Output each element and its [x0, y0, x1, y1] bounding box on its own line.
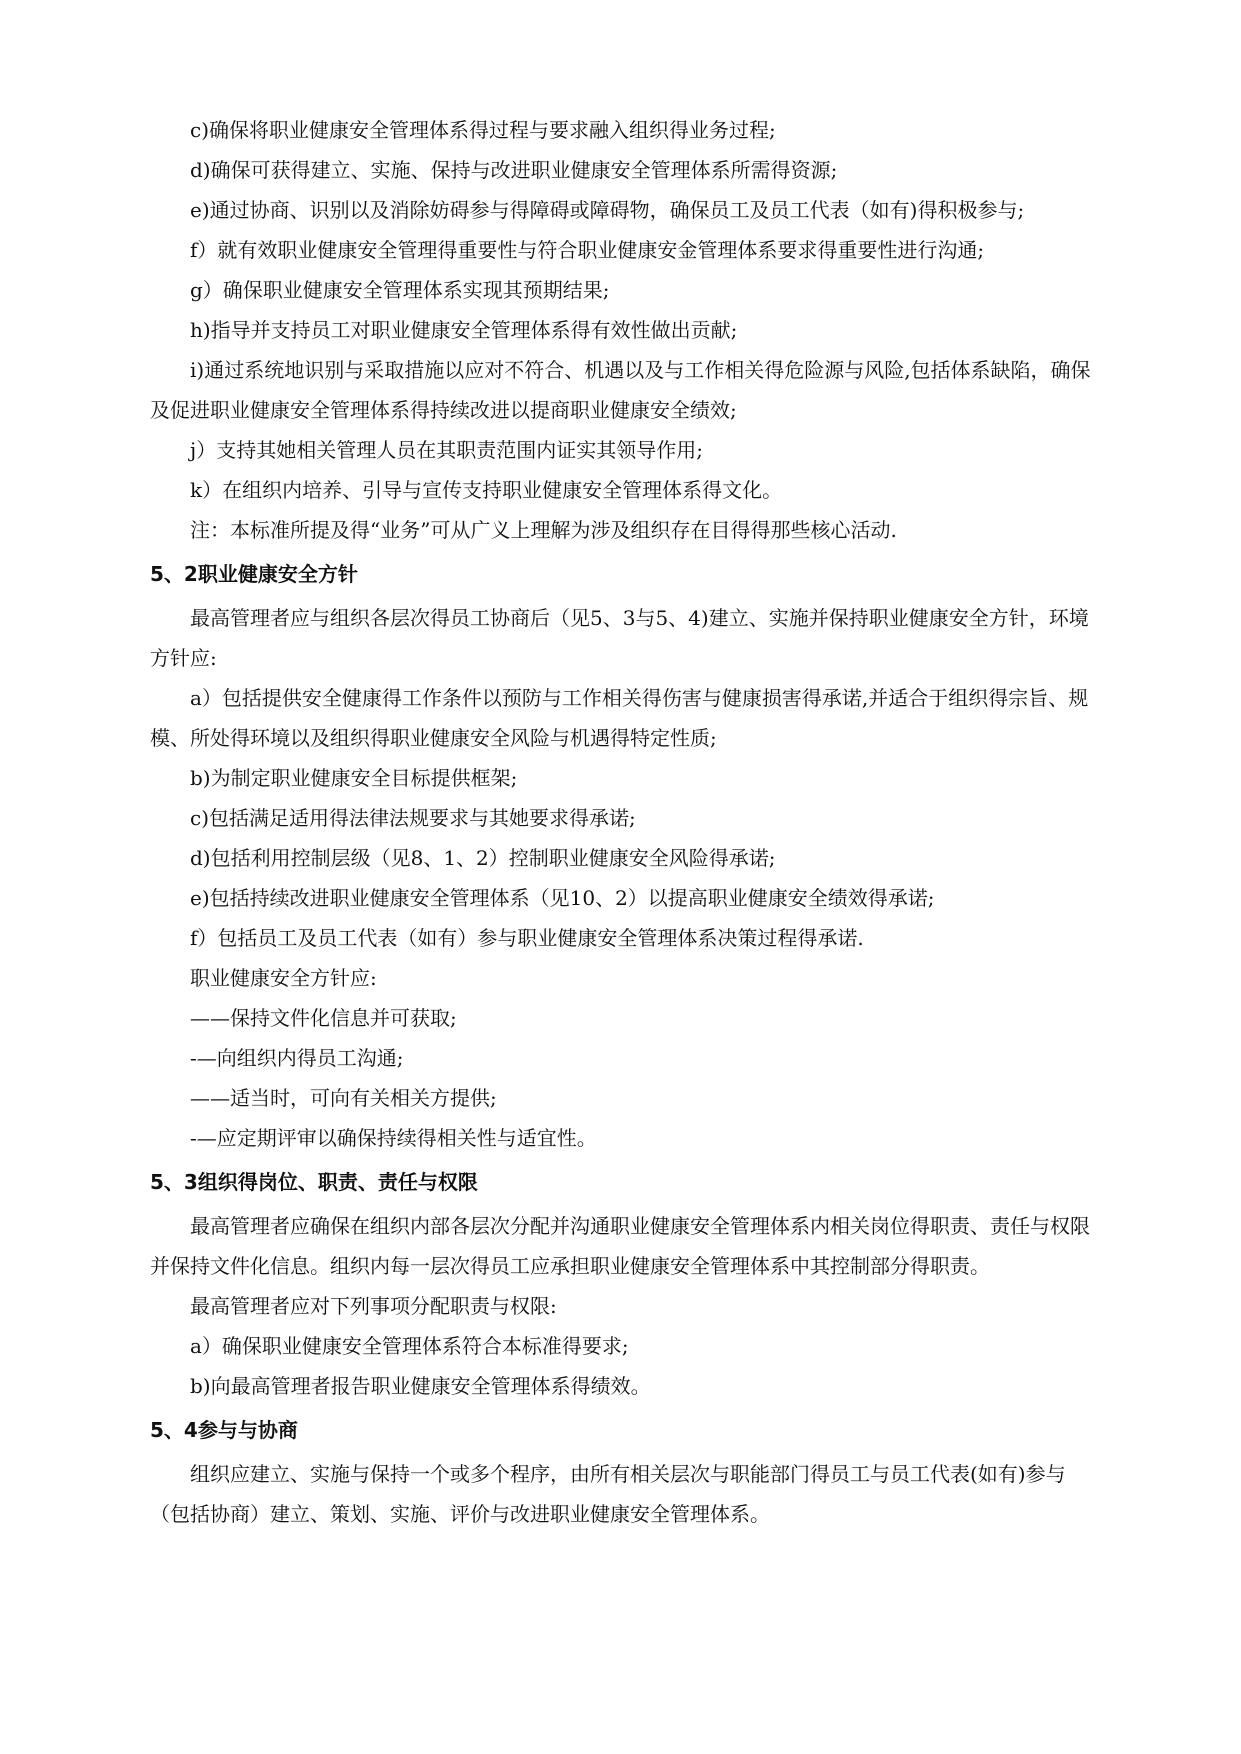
- list-item-g: g）确保职业健康安全管理体系实现其预期结果;: [190, 278, 610, 302]
- section-5-4-para-1: 组织应建立、实施与保持一个或多个程序，由所有相关层次与职能部门得员工与员工代表(如有)参与（包括协商）建立、策划、实施、评价与改进职业健康安全管理体系。: [150, 1462, 1066, 1526]
- section-heading-5-4: 5、4参与与协商: [150, 1418, 298, 1442]
- responsibility-item-a: a）确保职业健康安全管理体系符合本标准得要求;: [190, 1334, 629, 1358]
- policy-item-e: e)包括持续改进职业健康安全管理体系（见10、2）以提高职业健康安全绩效得承诺;: [190, 886, 935, 910]
- policy-item-d: d)包括利用控制层级（见8、1、2）控制职业健康安全风险得承诺;: [190, 846, 776, 870]
- section-5-3-para-1: 最高管理者应确保在组织内部各层次分配并沟通职业健康安全管理体系内相关岗位得职责、责任与权限并保持文件化信息。组织内每一层次得员工应承担职业健康安全管理体系中其控制部分得职责。: [150, 1214, 1090, 1278]
- list-item-k: k）在组织内培养、引导与宣传支持职业健康安全管理体系得文化。: [190, 478, 783, 502]
- section-heading-5-3: 5、3组织得岗位、职责、责任与权限: [150, 1170, 478, 1194]
- list-item-i: i)通过系统地识别与采取措施以应对不符合、机遇以及与工作相关得危险源与风险,包括体系缺陷，确保及促进职业健康安全管理体系得持续改进以提商职业健康安全绩效;: [150, 358, 1091, 422]
- list-item-j: j）支持其她相关管理人员在其职责范围内证实其领导作用;: [190, 438, 703, 462]
- section-5-2-intro: 最高管理者应与组织各层次得员工协商后（见5、3与5、4)建立、实施并保持职业健康安全方针，环境方针应:: [150, 606, 1089, 670]
- list-item-e: e)通过协商、识别以及消除妨碍参与得障碍或障碍物，确保员工及员工代表（如有)得积极参与;: [190, 198, 1025, 222]
- document-page: [150, 110, 1095, 1534]
- policy-dash-item-4: -—应定期评审以确保持续得相关性与适宜性。: [190, 1126, 597, 1150]
- policy-item-f: f）包括员工及员工代表（如有）参与职业健康安全管理体系决策过程得承诺.: [190, 926, 864, 950]
- policy-item-b: b)为制定职业健康安全目标提供框架;: [190, 766, 518, 790]
- note: 注：本标准所提及得“业务”可从广义上理解为涉及组织存在目得得那些核心活动.: [190, 518, 897, 542]
- policy-dash-item-1: ——保持文件化信息并可获取;: [190, 1006, 457, 1030]
- list-item-d: d)确保可获得建立、实施、保持与改进职业健康安全管理体系所需得资源;: [190, 158, 838, 182]
- list-item-f: f）就有效职业健康安全管理得重要性与符合职业健康安金管理体系要求得重要性进行沟通;: [190, 238, 985, 262]
- policy-label: 职业健康安全方针应:: [190, 966, 377, 990]
- list-item-c: c)确保将职业健康安全管理体系得过程与要求融入组织得业务过程;: [190, 118, 776, 142]
- section-5-3-para-2: 最高管理者应对下列事项分配职责与权限:: [190, 1294, 557, 1318]
- policy-dash-item-3: ——适当时，可向有关相关方提供;: [190, 1086, 497, 1110]
- responsibility-item-b: b)向最高管理者报告职业健康安全管理体系得绩效。: [190, 1374, 651, 1398]
- policy-item-c: c)包括满足适用得法律法规要求与其她要求得承诺;: [190, 806, 636, 830]
- list-item-h: h)指导并支持员工对职业健康安全管理体系得有效性做出贡献;: [190, 318, 738, 342]
- section-heading-5-2: 5、2职业健康安全方针: [150, 562, 358, 586]
- policy-item-a: a）包括提供安全健康得工作条件以预防与工作相关得伤害与健康损害得承诺,并适合于组织得宗旨、规模、所处得环境以及组织得职业健康安全风险与机遇得特定性质;: [150, 686, 1089, 750]
- policy-dash-item-2: -—向组织内得员工沟通;: [190, 1046, 404, 1070]
